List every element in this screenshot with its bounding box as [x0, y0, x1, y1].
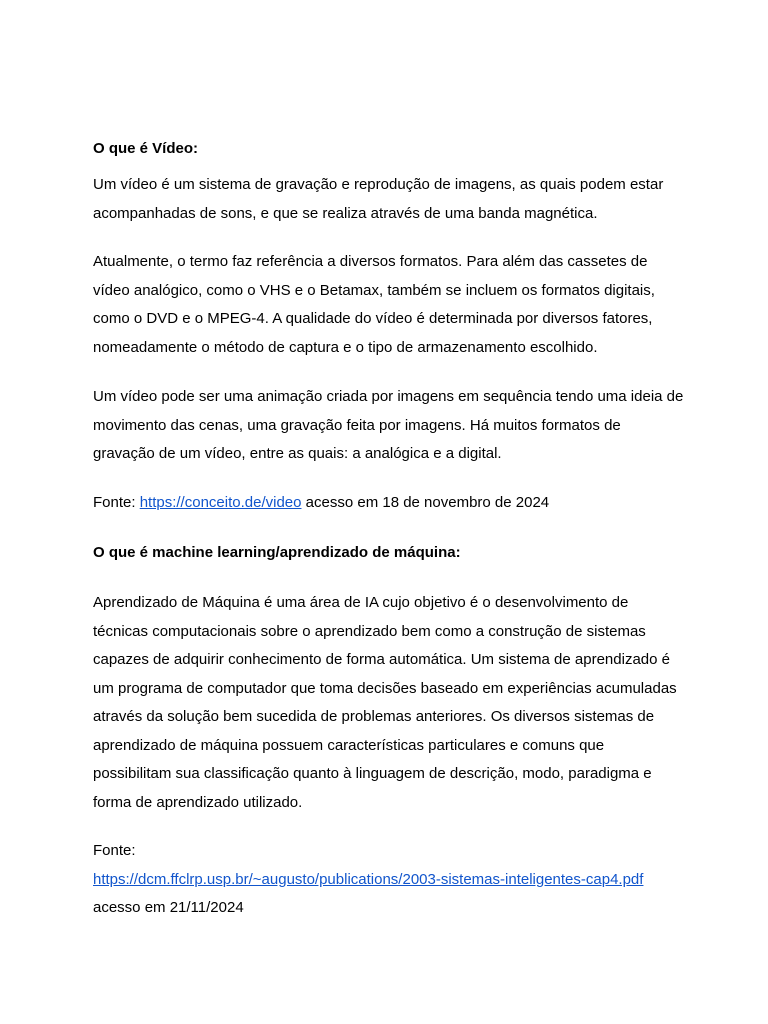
- text-line: capazes de adquirir conhecimento de forma automática. Um sistema de aprendizado é: [93, 651, 670, 668]
- text-line: Aprendizado de Máquina é uma área de IA cujo objetivo é o desenvolvimento de: [93, 594, 629, 611]
- text-line: técnicas computacionais sobre o aprendizado bem como a construção de sistemas: [93, 622, 646, 640]
- section-heading-machine-learning: O que é machine learning/aprendizado de máquina:: [93, 544, 461, 561]
- text-line: vídeo analógico, como o VHS e o Betamax, também se incluem os formatos digitais,: [93, 281, 655, 299]
- text-line: possibilitam sua classificação quanto à linguagem de descrição, modo, paradigma e: [93, 765, 652, 782]
- paragraph-video-definition: [93, 171, 693, 228]
- access-date-text: acesso em 18 de novembro de 2024: [301, 494, 550, 511]
- text-line: acompanhadas de sons, e que se realiza através de uma banda magnética.: [93, 204, 598, 222]
- text-line: através da solução bem sucedida de problemas anteriores. Os diversos sistemas de: [93, 708, 655, 725]
- paragraph-video-animation: [93, 383, 693, 469]
- source-citation-video: [93, 489, 693, 518]
- paragraph-video-formats: [93, 248, 693, 362]
- text-line: um programa de computador que toma decisões baseado em experiências acumuladas: [93, 679, 677, 697]
- text-line: Um vídeo é um sistema de gravação e reprodução de imagens, as quais podem estar: [93, 176, 664, 193]
- source-citation-machine-learning: [93, 837, 693, 923]
- text-line: aprendizado de máquina possuem características particulares e comuns que: [93, 736, 605, 754]
- source-link-usp[interactable]: https://dcm.ffclrp.usp.br/~augusto/publications/2003-sistemas-inteligentes-cap4.pdf: [93, 870, 644, 888]
- section-heading-video: O que é Vídeo:: [93, 140, 199, 157]
- text-line: nomeadamente o método de captura e o tipo de armazenamento escolhido.: [93, 338, 598, 356]
- text-line: Um vídeo pode ser uma animação criada por imagens em sequência tendo uma ideia de: [93, 388, 684, 405]
- text-line: forma de aprendizado utilizado.: [93, 793, 303, 811]
- access-date-text: acesso em 21/11/2024: [93, 899, 244, 916]
- paragraph-machine-learning-definition: [93, 589, 693, 817]
- source-label: Fonte:: [93, 494, 140, 511]
- text-line: Atualmente, o termo faz referência a diversos formatos. Para além das cassetes de: [93, 253, 648, 270]
- source-label: Fonte:: [93, 842, 136, 859]
- text-line: como o DVD e o MPEG-4. A qualidade do vídeo é determinada por diversos fatores,: [93, 310, 653, 327]
- source-link-conceito[interactable]: https://conceito.de/video: [139, 494, 302, 511]
- text-line: gravação de um vídeo, entre as quais: a analógica e a digital.: [93, 445, 502, 462]
- text-line: movimento das cenas, uma gravação feita por imagens. Há muitos formatos de: [93, 416, 621, 434]
